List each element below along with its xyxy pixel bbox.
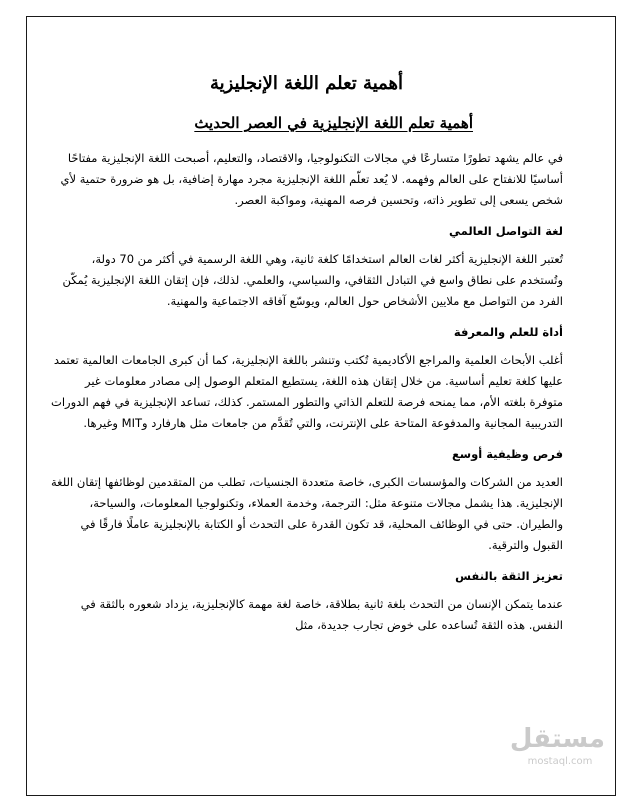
mostaql-watermark: [509, 722, 605, 778]
section-heading: لغة التواصل العالمي: [448, 224, 563, 238]
section-global-communication: [50, 219, 563, 312]
section-paragraph: أغلب الأبحاث العلمية والمراجع الأكاديمية تُكتب وتنشر باللغة الإنجليزية، كما أن كبرى الجامعات العالمية تعتمد عليها كلغة تعليم أساسية. من خلال إتقان هذه اللغة، يستطيع المتعلم الوصول إلى مصادر معلومات غير متوفرة بلغته الأم، مما يمنحه فرصة للتعلم الذاتي والتطور المستمر. كذلك، تساعد الإنجليزية في فهم الدورات التدريبية المجانية والمدفوعة المتاحة على الإنترنت، والتي تُقدَّم من جامعات مثل هارفارد وMIT وغيرها.: [51, 353, 563, 430]
watermark-logo: مستقل: [509, 724, 605, 754]
section-heading: فرص وظيفية أوسع: [451, 447, 563, 461]
section-self-confidence: [50, 564, 563, 636]
document-content: [50, 70, 563, 636]
section-paragraph: تُعتبر اللغة الإنجليزية أكثر لغات العالم استخدامًا كلغة ثانية، وهي اللغة الرسمية في أكثر من 70 دولة، وتُستخدم على نطاق واسع في التبادل الثقافي، والسياسي، والعلمي. لذلك، فإن إتقان اللغة الإنجليزية يُمكّن الفرد من التواصل مع ملايين الأشخاص حول العالم، ويوسّع آفاقه الاجتماعية والمهنية.: [62, 252, 563, 308]
section-science-knowledge: [50, 320, 563, 434]
document-subtitle: أهمية تعلم اللغة الإنجليزية في العصر الحديث: [194, 114, 473, 132]
section-paragraph: عندما يتمكن الإنسان من التحدث بلغة ثانية بطلاقة، خاصة لغة مهمة كالإنجليزية، يزداد شعوره بالثقة في النفس. هذه الثقة تُساعده على خوض تجارب جديدة، مثل: [80, 597, 563, 632]
section-paragraph: العديد من الشركات والمؤسسات الكبرى، خاصة متعددة الجنسيات، تطلب من المتقدمين لوظائفها إتقان اللغة الإنجليزية. هذا يشمل مجالات متنوعة مثل: الترجمة، وخدمة العملاء، وتكنولوجيا المعلومات، والسياحة، والطيران. حتى في الوظائف المحلية، قد تكون القدرة على التحدث أو الكتابة بالإنجليزية عاملًا فارقًا في القبول والترقية.: [51, 475, 563, 552]
document-title: أهمية تعلم اللغة الإنجليزية: [209, 73, 404, 94]
section-job-opportunities: [50, 442, 563, 556]
section-heading: تعزيز الثقة بالنفس: [455, 569, 563, 583]
watermark-url: mostaql.com: [527, 756, 593, 767]
intro-paragraph: في عالم يشهد تطورًا متسارعًا في مجالات التكنولوجيا، والاقتصاد، والتعليم، أصبحت اللغة الإنجليزية مفتاحًا أساسيًا للانفتاح على العالم وفهمه. لا يُعد تعلّم اللغة الإنجليزية مجرد مهارة إضافية، بل هو ضرورة حتمية لأي شخص يسعى إلى تطوير ذاته، وتحسين فرصه المهنية، ومواكبة العصر.: [60, 151, 563, 207]
section-heading: أداة للعلم والمعرفة: [453, 325, 563, 339]
